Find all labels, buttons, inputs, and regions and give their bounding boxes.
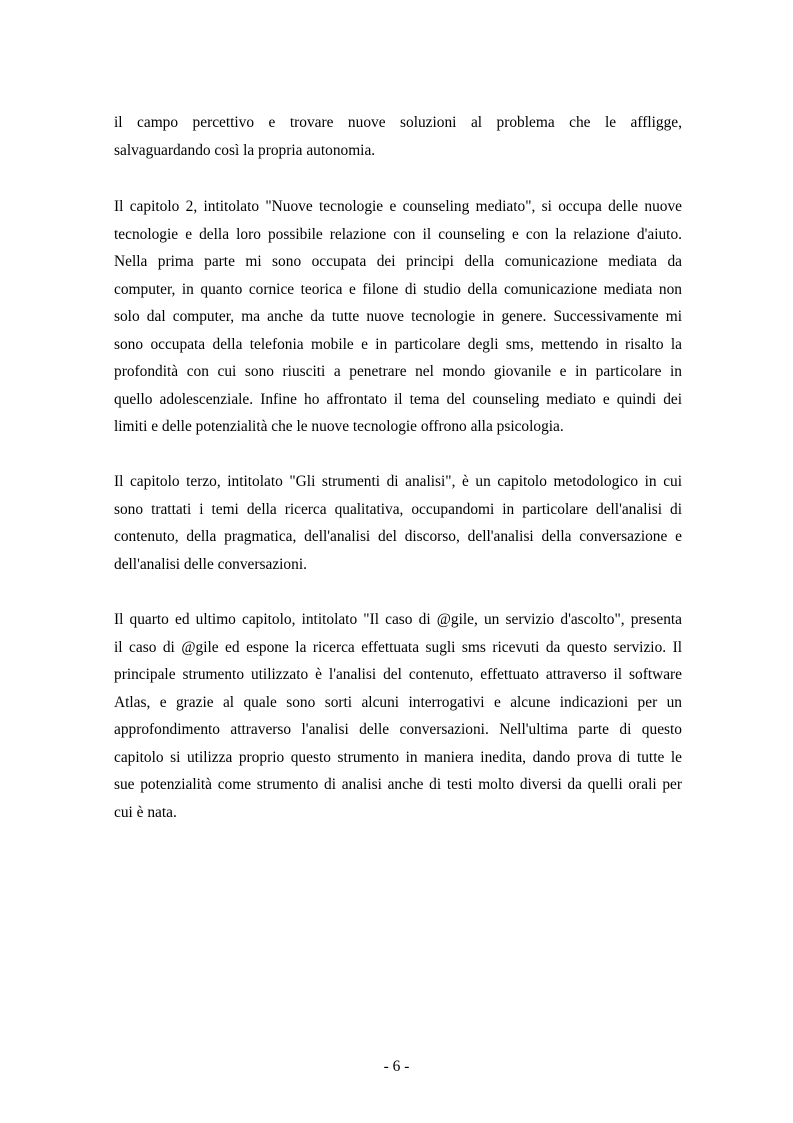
text-line: Atlas, e grazie al quale sono sorti alcuni interrogativi e alcune indicazioni per un <box>114 694 682 711</box>
text-line: tecnologie e della loro possibile relazione con il counseling e con la relazione d'aiuto. <box>114 226 682 243</box>
text-line: principale strumento utilizzato è l'analisi del contenuto, effettuato attraverso il software <box>114 666 682 683</box>
text-line: cui è nata. <box>114 804 177 821</box>
text-line: Nella prima parte mi sono occupata dei principi della comunicazione mediata da <box>114 253 682 270</box>
text-line: contenuto, della pragmatica, dell'analisi del discorso, dell'analisi della conversazione e <box>114 528 682 545</box>
text-line: dell'analisi delle conversazioni. <box>114 556 307 573</box>
text-line: Il capitolo terzo, intitolato "Gli strumenti di analisi", è un capitolo metodologico in cui <box>114 473 682 490</box>
text-line: Il quarto ed ultimo capitolo, intitolato "Il caso di @gile, un servizio d'ascolto", presenta <box>114 611 682 628</box>
text-line: capitolo si utilizza proprio questo strumento in maniera inedita, dando prova di tutte le <box>114 749 682 766</box>
text-line: il campo percettivo e trovare nuove soluzioni al problema che le affligge, <box>114 114 682 131</box>
text-line: sue potenzialità come strumento di analisi anche di testi molto diversi da quelli orali per <box>114 776 682 793</box>
text-line: solo dal computer, ma anche da tutte nuove tecnologie in genere. Successivamente mi <box>114 308 682 325</box>
text-line: il caso di @gile ed espone la ricerca effettuata sugli sms ricevuti da questo servizio. Il <box>114 639 682 656</box>
text-line: sono occupata della telefonia mobile e in particolare degli sms, mettendo in risalto la <box>114 336 682 353</box>
text-line: sono trattati i temi della ricerca qualitativa, occupandomi in particolare dell'analisi di <box>114 501 682 518</box>
text-line: salvaguardando così la propria autonomia. <box>114 142 376 159</box>
text-line: quello adolescenziale. Infine ho affrontato il tema del counseling mediato e quindi dei <box>114 391 682 408</box>
text-line: computer, in quanto cornice teorica e filone di studio della comunicazione mediata non <box>114 281 682 298</box>
page-number: - 6 - <box>383 1058 410 1075</box>
text-line: approfondimento attraverso l'analisi delle conversazioni. Nell'ultima parte di questo <box>114 721 682 738</box>
text-line: Il capitolo 2, intitolato "Nuove tecnologie e counseling mediato", si occupa delle nuove <box>114 198 682 215</box>
text-line: limiti e delle potenzialità che le nuove tecnologie offrono alla psicologia. <box>114 418 564 435</box>
text-line: profondità con cui sono riusciti a penetrare nel mondo giovanile e in particolare in <box>114 363 682 380</box>
